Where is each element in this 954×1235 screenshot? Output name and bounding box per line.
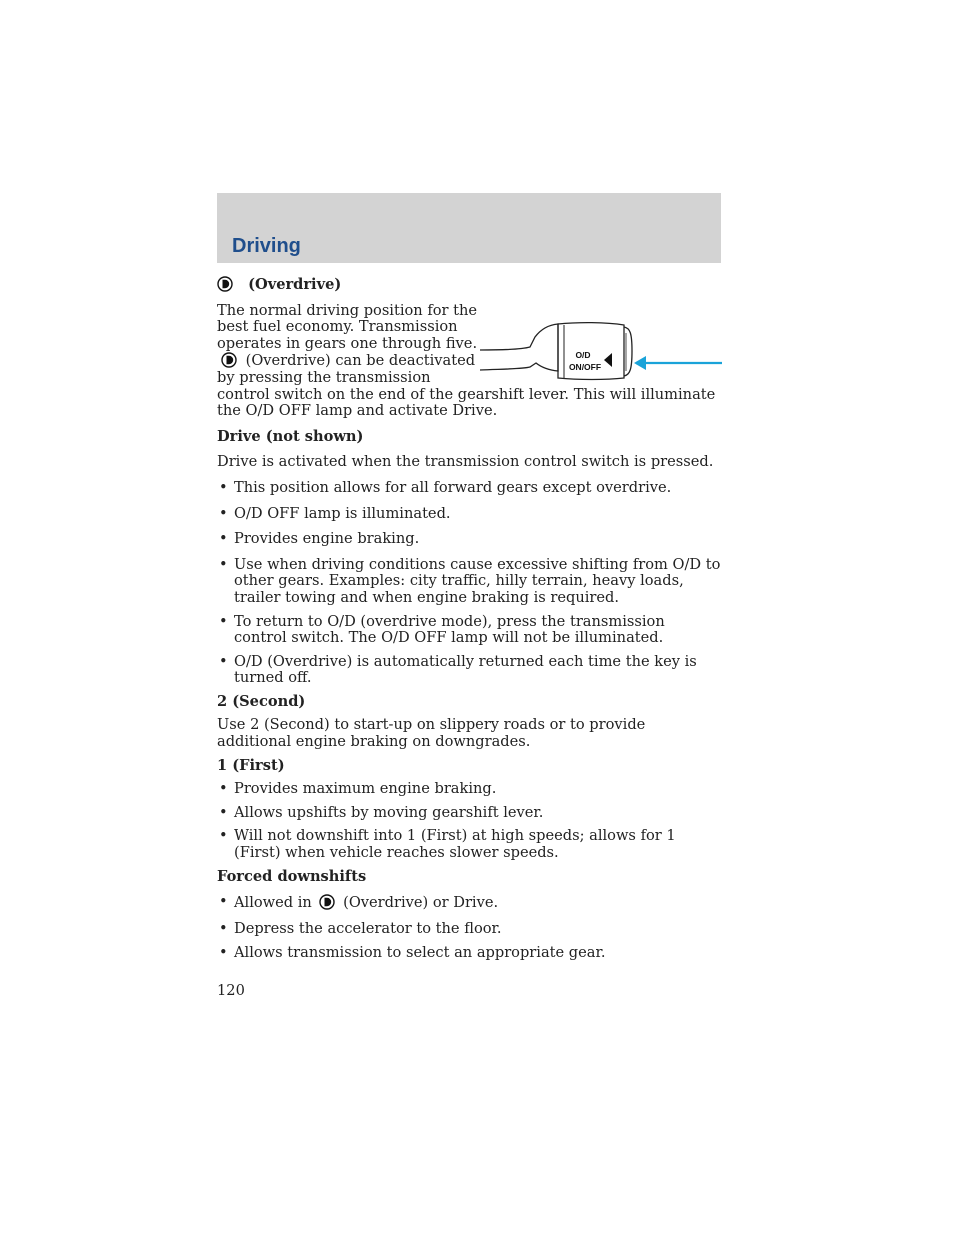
list-item: • Use when driving conditions cause excessive shifting from O/D to other gears. Examples: city traffic, hilly terrain, heavy loads, trailer towing and when engine braking is required. bbox=[217, 557, 721, 607]
callout-arrow-head bbox=[634, 356, 646, 370]
figure-label-line2: ON/OFF bbox=[568, 361, 602, 372]
list-item: • O/D OFF lamp is illuminated. bbox=[217, 506, 721, 523]
overdrive-heading bbox=[217, 276, 721, 294]
list-item: • Provides maximum engine braking. bbox=[217, 781, 721, 798]
list-item: • O/D (Overdrive) is automatically returned each time the key is turned off. bbox=[217, 654, 721, 687]
list-item: • To return to O/D (overdrive mode), press the transmission control switch. The O/D OFF lamp will not be illuminated. bbox=[217, 614, 721, 647]
section-title: Driving bbox=[232, 235, 301, 257]
forced-heading: Forced downshifts bbox=[217, 867, 367, 885]
first-heading: 1 (First) bbox=[217, 756, 285, 774]
first-bullet-list bbox=[217, 781, 721, 861]
second-text: Use 2 (Second) to start-up on slippery roads or to provide additional engine braking on downgrades. bbox=[217, 716, 646, 751]
list-item: • Depress the accelerator to the floor. bbox=[217, 921, 721, 938]
figure-label-line1: O/D bbox=[575, 349, 591, 360]
page-content bbox=[217, 276, 721, 962]
overdrive-d-icon-forced bbox=[319, 894, 335, 910]
list-item: • Allows transmission to select an appropriate gear. bbox=[217, 945, 721, 962]
list-item: • Will not downshift into 1 (First) at high speeds; allows for 1 (First) when vehicle reaches slower speeds. bbox=[217, 828, 721, 861]
overdrive-d-icon bbox=[217, 276, 233, 292]
second-heading: 2 (Second) bbox=[217, 692, 306, 710]
forced-bullet-1-post: (Overdrive) or Drive. bbox=[343, 894, 499, 912]
overdrive-text-1: The normal driving position for the best fuel economy. Transmission operates in gears one through five. bbox=[217, 301, 478, 352]
list-item bbox=[217, 894, 721, 912]
drive-bullet-list bbox=[217, 480, 721, 687]
forced-bullet-1-pre: Allowed in bbox=[234, 894, 312, 912]
overdrive-d-icon-inline bbox=[221, 352, 237, 368]
gearshift-lever-figure bbox=[478, 301, 723, 381]
overdrive-heading-text: (Overdrive) bbox=[248, 276, 342, 293]
drive-text: Drive is activated when the transmission control switch is pressed. bbox=[217, 453, 714, 471]
forced-bullet-list bbox=[217, 894, 721, 962]
overdrive-text-2: (Overdrive) can be deactivated by pressing the transmission control switch on the end of the gearshift lever. This will illuminate the O/D OFF lamp and activate Drive. bbox=[217, 352, 716, 420]
list-item: • Provides engine braking. bbox=[217, 531, 721, 548]
section-header-band bbox=[217, 193, 721, 263]
switch-arrow-icon bbox=[604, 353, 612, 367]
list-item: • Allows upshifts by moving gearshift lever. bbox=[217, 805, 721, 822]
drive-heading: Drive (not shown) bbox=[217, 427, 364, 445]
page-number: 120 bbox=[217, 982, 245, 999]
list-item: • This position allows for all forward gears except overdrive. bbox=[217, 480, 721, 497]
overdrive-description bbox=[217, 303, 721, 420]
